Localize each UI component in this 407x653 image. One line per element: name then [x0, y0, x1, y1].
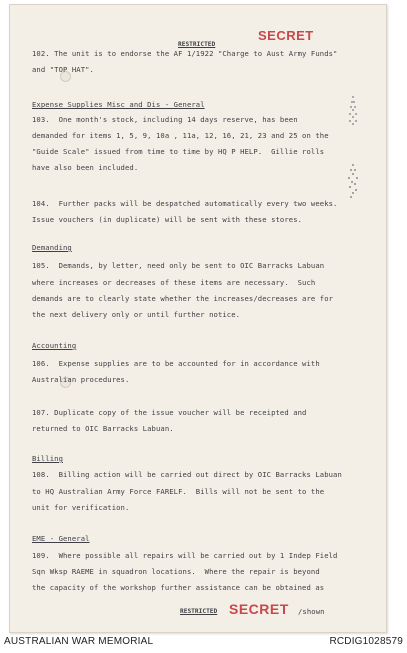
heading-billing: Billing: [32, 454, 63, 463]
pencil-mark-lower-margin: [343, 161, 363, 203]
heading-demanding: Demanding: [32, 243, 72, 252]
para-108-line-2: to HQ Australian Army Force FARELF. Bills will not be sent to the: [32, 487, 325, 496]
para-105-line-1: 105. Demands, by letter, need only be sent to OIC Barracks Labuan: [32, 261, 325, 270]
para-103-line-2: demanded for items 1, 5, 9, 10a , 11a, 12, 16, 21, 23 and 25 on the: [32, 131, 329, 140]
para-102-line-2: and "TOP HAT".: [32, 65, 94, 74]
para-109-line-2: Sqn Wksp RAEME in squadron locations. Where the repair is beyond: [32, 567, 320, 576]
heading-eme-general: EME - General: [32, 534, 90, 543]
pencil-mark-upper-margin: [344, 93, 362, 133]
restricted-marking-top: RESTRICTED: [178, 41, 216, 48]
document-page: [9, 4, 387, 633]
secret-stamp-bottom: SECRET: [229, 601, 289, 617]
para-105-line-4: the next delivery only or until further notice.: [32, 310, 241, 319]
para-103-line-1: 103. One month's stock, including 14 days reserve, has been: [32, 115, 298, 124]
archive-caption-right: RCDIG1028579: [329, 636, 403, 647]
para-103-line-3: "Guide Scale" issued from time to time by HQ P HELP. Gillie rolls: [32, 147, 325, 156]
para-104-line-1: 104. Further packs will be despatched automatically every two weeks.: [32, 199, 338, 208]
heading-accounting: Accounting: [32, 341, 77, 350]
para-108-line-3: unit for verification.: [32, 503, 130, 512]
para-102-line-1: 102. The unit is to endorse the AF 1/1922 "Charge to Aust Army Funds": [32, 49, 338, 58]
para-103-line-4: have also been included.: [32, 163, 139, 172]
para-107-line-2: returned to OIC Barracks Labuan.: [32, 424, 174, 433]
archive-caption-left: AUSTRALIAN WAR MEMORIAL: [4, 636, 154, 647]
continuation-word: /shown: [298, 607, 325, 616]
para-108-line-1: 108. Billing action will be carried out direct by OIC Barracks Labuan: [32, 470, 342, 479]
para-109-line-3: the capacity of the workshop further assistance can be obtained as: [32, 583, 325, 592]
restricted-marking-bottom: RESTRICTED: [180, 608, 218, 615]
secret-stamp-top: SECRET: [258, 28, 314, 43]
para-107-line-1: 107. Duplicate copy of the issue voucher will be receipted and: [32, 408, 307, 417]
para-105-line-3: demands are to clearly state whether the increases/decreases are for: [32, 294, 334, 303]
para-106-line-2: Australian procedures.: [32, 375, 130, 384]
heading-expense-supplies: Expense Supplies Misc and Dis - General: [32, 100, 205, 109]
para-104-line-2: Issue vouchers (in duplicate) will be sent with these stores.: [32, 215, 303, 224]
para-106-line-1: 106. Expense supplies are to be accounted for in accordance with: [32, 359, 320, 368]
para-105-line-2: where increases or decreases of these items are necessary. Such: [32, 278, 316, 287]
para-109-line-1: 109. Where possible all repairs will be carried out by 1 Indep Field: [32, 551, 338, 560]
